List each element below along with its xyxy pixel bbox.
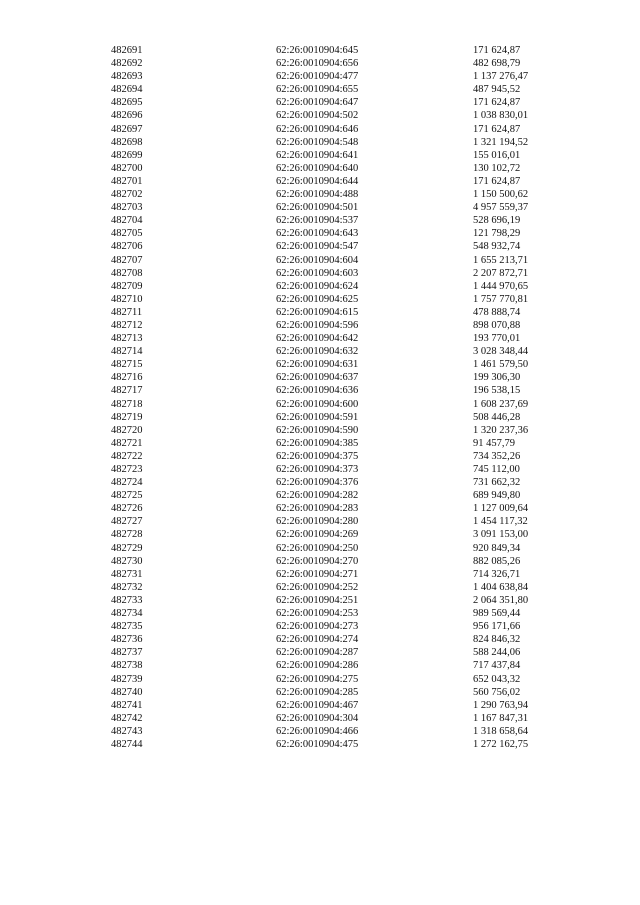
table-row [0, 555, 640, 568]
row-number: 482733 [111, 594, 143, 606]
table-row [0, 44, 640, 57]
row-number: 482730 [111, 555, 143, 567]
row-number: 482737 [111, 647, 143, 659]
row-number: 482715 [111, 359, 143, 371]
cadastral-value: 487 945,52 [473, 84, 521, 96]
cadastral-value: 3 028 348,44 [473, 346, 529, 358]
table-row [0, 345, 640, 358]
cadastral-value: 548 932,74 [473, 241, 521, 253]
cadastral-number: 62:26:0010904:645 [276, 45, 359, 56]
table-row [0, 620, 640, 633]
cadastral-number: 62:26:0010904:591 [276, 411, 359, 423]
row-number: 482731 [111, 568, 143, 580]
cadastral-value: 171 624,87 [473, 175, 521, 187]
row-number: 482691 [111, 45, 143, 56]
cadastral-value: 91 457,79 [473, 437, 515, 449]
cadastral-value: 920 849,34 [473, 542, 521, 554]
row-number: 482734 [111, 608, 143, 620]
cadastral-value: 482 698,79 [473, 58, 521, 70]
cadastral-value: 2 207 872,71 [473, 267, 529, 279]
cadastral-number: 62:26:0010904:655 [276, 84, 359, 96]
cadastral-number: 62:26:0010904:287 [276, 647, 359, 659]
table-row [0, 293, 640, 306]
cadastral-number: 62:26:0010904:647 [276, 97, 359, 109]
cadastral-number: 62:26:0010904:548 [276, 136, 359, 148]
row-number: 482711 [111, 306, 143, 318]
table-row [0, 109, 640, 122]
row-number: 482729 [111, 542, 143, 554]
cadastral-number: 62:26:0010904:642 [276, 333, 359, 345]
cadastral-number: 62:26:0010904:502 [276, 110, 359, 122]
row-number: 482713 [111, 333, 143, 345]
cadastral-number: 62:26:0010904:269 [276, 529, 359, 541]
table-row [0, 424, 640, 437]
cadastral-number: 62:26:0010904:644 [276, 175, 359, 187]
row-number: 482726 [111, 503, 143, 515]
cadastral-value: 1 320 237,36 [473, 424, 529, 436]
row-number: 482702 [111, 189, 143, 201]
cadastral-number: 62:26:0010904:375 [276, 450, 359, 462]
table-row [0, 358, 640, 371]
row-number: 482725 [111, 490, 143, 502]
cadastral-value: 2 064 351,80 [473, 594, 529, 606]
row-number: 482699 [111, 149, 143, 161]
cadastral-value: 4 957 559,37 [473, 202, 529, 214]
cadastral-value: 745 112,00 [473, 464, 520, 475]
cadastral-number: 62:26:0010904:280 [276, 516, 359, 528]
table-row [0, 646, 640, 659]
table-row [0, 240, 640, 253]
cadastral-number: 62:26:0010904:477 [276, 71, 359, 83]
table-row [0, 712, 640, 725]
cadastral-number: 62:26:0010904:250 [276, 542, 359, 554]
table-row [0, 162, 640, 175]
row-number: 482721 [111, 437, 143, 449]
row-number: 482707 [111, 254, 143, 266]
cadastral-number: 62:26:0010904:596 [276, 319, 359, 331]
cadastral-value: 734 352,26 [473, 450, 521, 462]
cadastral-number: 62:26:0010904:304 [276, 712, 359, 724]
cadastral-value: 1 272 162,75 [473, 738, 529, 750]
table-row [0, 136, 640, 149]
table-row [0, 280, 640, 293]
table-row [0, 319, 640, 332]
table-row [0, 463, 640, 476]
table-row [0, 515, 640, 528]
table-row [0, 725, 640, 738]
table-row [0, 83, 640, 96]
cadastral-number: 62:26:0010904:615 [276, 306, 359, 318]
row-number: 482722 [111, 450, 143, 462]
cadastral-value: 1 757 770,81 [473, 293, 529, 305]
cadastral-number: 62:26:0010904:646 [276, 123, 359, 135]
row-number: 482740 [111, 686, 143, 698]
cadastral-number: 62:26:0010904:282 [276, 490, 359, 502]
row-number: 482708 [111, 267, 143, 279]
cadastral-number: 62:26:0010904:274 [276, 634, 359, 646]
cadastral-number: 62:26:0010904:373 [276, 464, 359, 475]
cadastral-value: 1 137 276,47 [473, 71, 529, 83]
cadastral-number: 62:26:0010904:251 [276, 594, 359, 606]
row-number: 482693 [111, 71, 143, 83]
row-number: 482704 [111, 215, 143, 227]
cadastral-value: 1 404 638,84 [473, 581, 529, 593]
row-number: 482744 [111, 738, 143, 750]
row-number: 482736 [111, 634, 143, 646]
cadastral-number: 62:26:0010904:631 [276, 359, 359, 371]
cadastral-value: 824 846,32 [473, 634, 521, 646]
cadastral-number: 62:26:0010904:537 [276, 215, 359, 227]
row-number: 482743 [111, 725, 143, 737]
row-number: 482706 [111, 241, 143, 253]
cadastral-number: 62:26:0010904:604 [276, 254, 359, 266]
table-row [0, 673, 640, 686]
cadastral-value: 989 569,44 [473, 608, 521, 620]
cadastral-number: 62:26:0010904:467 [276, 699, 359, 711]
cadastral-value: 121 798,29 [473, 228, 521, 240]
table-row [0, 254, 640, 267]
row-number: 482696 [111, 110, 143, 122]
cadastral-number: 62:26:0010904:273 [276, 621, 359, 633]
row-number: 482742 [111, 712, 143, 724]
cadastral-number: 62:26:0010904:641 [276, 149, 359, 161]
row-number: 482719 [111, 411, 143, 423]
row-number: 482718 [111, 398, 143, 410]
row-number: 482697 [111, 123, 143, 135]
cadastral-value: 717 437,84 [473, 660, 521, 672]
cadastral-number: 62:26:0010904:643 [276, 228, 359, 240]
cadastral-value: 171 624,87 [473, 45, 521, 56]
cadastral-number: 62:26:0010904:285 [276, 686, 359, 698]
cadastral-number: 62:26:0010904:632 [276, 346, 359, 358]
table-row [0, 659, 640, 672]
table-row [0, 123, 640, 136]
table-row [0, 476, 640, 489]
cadastral-number: 62:26:0010904:488 [276, 189, 359, 201]
table-row [0, 699, 640, 712]
cadastral-value: 560 756,02 [473, 686, 521, 698]
cadastral-value: 1 167 847,31 [473, 712, 529, 724]
row-number: 482732 [111, 581, 143, 593]
table-row [0, 581, 640, 594]
cadastral-value: 130 102,72 [473, 162, 521, 174]
table-row [0, 96, 640, 109]
cadastral-value: 714 326,71 [473, 568, 521, 580]
table-row [0, 738, 640, 751]
cadastral-number: 62:26:0010904:270 [276, 555, 359, 567]
cadastral-value: 196 538,15 [473, 385, 521, 397]
table-row [0, 57, 640, 70]
cadastral-number: 62:26:0010904:547 [276, 241, 359, 253]
cadastral-value: 882 085,26 [473, 555, 521, 567]
row-number: 482738 [111, 660, 143, 672]
cadastral-number: 62:26:0010904:376 [276, 477, 359, 489]
row-number: 482723 [111, 464, 143, 475]
data-table [0, 44, 640, 751]
table-row [0, 437, 640, 450]
row-number: 482720 [111, 424, 143, 436]
cadastral-number: 62:26:0010904:466 [276, 725, 359, 737]
table-row [0, 542, 640, 555]
row-number: 482724 [111, 477, 143, 489]
row-number: 482692 [111, 58, 143, 70]
cadastral-value: 155 016,01 [473, 149, 521, 161]
table-row [0, 70, 640, 83]
cadastral-value: 588 244,06 [473, 647, 521, 659]
cadastral-number: 62:26:0010904:275 [276, 673, 359, 685]
cadastral-number: 62:26:0010904:475 [276, 738, 359, 750]
table-row [0, 489, 640, 502]
cadastral-number: 62:26:0010904:253 [276, 608, 359, 620]
table-row [0, 411, 640, 424]
table-row [0, 568, 640, 581]
row-number: 482710 [111, 293, 143, 305]
row-number: 482712 [111, 319, 143, 331]
table-row [0, 227, 640, 240]
row-number: 482741 [111, 699, 143, 711]
cadastral-value: 1 444 970,65 [473, 280, 529, 292]
cadastral-value: 1 655 213,71 [473, 254, 529, 266]
cadastral-value: 689 949,80 [473, 490, 521, 502]
cadastral-value: 898 070,88 [473, 319, 521, 331]
table-row [0, 633, 640, 646]
row-number: 482701 [111, 175, 143, 187]
table-row [0, 502, 640, 515]
row-number: 482739 [111, 673, 143, 685]
cadastral-number: 62:26:0010904:640 [276, 162, 359, 174]
cadastral-number: 62:26:0010904:636 [276, 385, 359, 397]
cadastral-value: 1 321 194,52 [473, 136, 529, 148]
row-number: 482698 [111, 136, 143, 148]
cadastral-number: 62:26:0010904:603 [276, 267, 359, 279]
cadastral-number: 62:26:0010904:286 [276, 660, 359, 672]
row-number: 482735 [111, 621, 143, 633]
table-row [0, 398, 640, 411]
cadastral-value: 1 290 763,94 [473, 699, 529, 711]
row-number: 482728 [111, 529, 143, 541]
cadastral-number: 62:26:0010904:252 [276, 581, 359, 593]
row-number: 482703 [111, 202, 143, 214]
cadastral-value: 528 696,19 [473, 215, 521, 227]
table-row [0, 528, 640, 541]
cadastral-value: 1 127 009,64 [473, 503, 529, 515]
cadastral-value: 508 446,28 [473, 411, 521, 423]
table-row [0, 686, 640, 699]
cadastral-number: 62:26:0010904:637 [276, 372, 359, 384]
table-row [0, 607, 640, 620]
cadastral-value: 956 171,66 [473, 621, 521, 633]
cadastral-number: 62:26:0010904:624 [276, 280, 359, 292]
table-row [0, 214, 640, 227]
table-row [0, 384, 640, 397]
row-number: 482705 [111, 228, 143, 240]
row-number: 482694 [111, 84, 143, 96]
cadastral-value: 1 461 579,50 [473, 359, 529, 371]
table-row [0, 371, 640, 384]
cadastral-value: 478 888,74 [473, 306, 521, 318]
cadastral-value: 1 038 830,01 [473, 110, 529, 122]
row-number: 482716 [111, 372, 143, 384]
cadastral-value: 1 608 237,69 [473, 398, 529, 410]
cadastral-value: 1 454 117,32 [473, 516, 528, 528]
cadastral-number: 62:26:0010904:625 [276, 293, 359, 305]
table-row [0, 267, 640, 280]
table-row [0, 149, 640, 162]
cadastral-value: 199 306,30 [473, 372, 521, 384]
table-row [0, 201, 640, 214]
table-row [0, 188, 640, 201]
cadastral-number: 62:26:0010904:600 [276, 398, 359, 410]
table-row [0, 306, 640, 319]
cadastral-number: 62:26:0010904:283 [276, 503, 359, 515]
row-number: 482727 [111, 516, 143, 528]
table-row [0, 450, 640, 463]
cadastral-number: 62:26:0010904:271 [276, 568, 359, 580]
cadastral-value: 731 662,32 [473, 477, 521, 489]
cadastral-value: 3 091 153,00 [473, 529, 529, 541]
row-number: 482709 [111, 280, 143, 292]
table-row [0, 175, 640, 188]
cadastral-value: 171 624,87 [473, 97, 521, 109]
cadastral-value: 652 043,32 [473, 673, 521, 685]
cadastral-number: 62:26:0010904:590 [276, 424, 359, 436]
table-row [0, 594, 640, 607]
table-row [0, 332, 640, 345]
row-number: 482717 [111, 385, 143, 397]
cadastral-number: 62:26:0010904:656 [276, 58, 359, 70]
cadastral-value: 171 624,87 [473, 123, 521, 135]
cadastral-number: 62:26:0010904:501 [276, 202, 359, 214]
cadastral-value: 1 318 658,64 [473, 725, 529, 737]
cadastral-value: 1 150 500,62 [473, 189, 529, 201]
cadastral-value: 193 770,01 [473, 333, 521, 345]
cadastral-number: 62:26:0010904:385 [276, 437, 359, 449]
row-number: 482695 [111, 97, 143, 109]
row-number: 482700 [111, 162, 143, 174]
row-number: 482714 [111, 346, 143, 358]
